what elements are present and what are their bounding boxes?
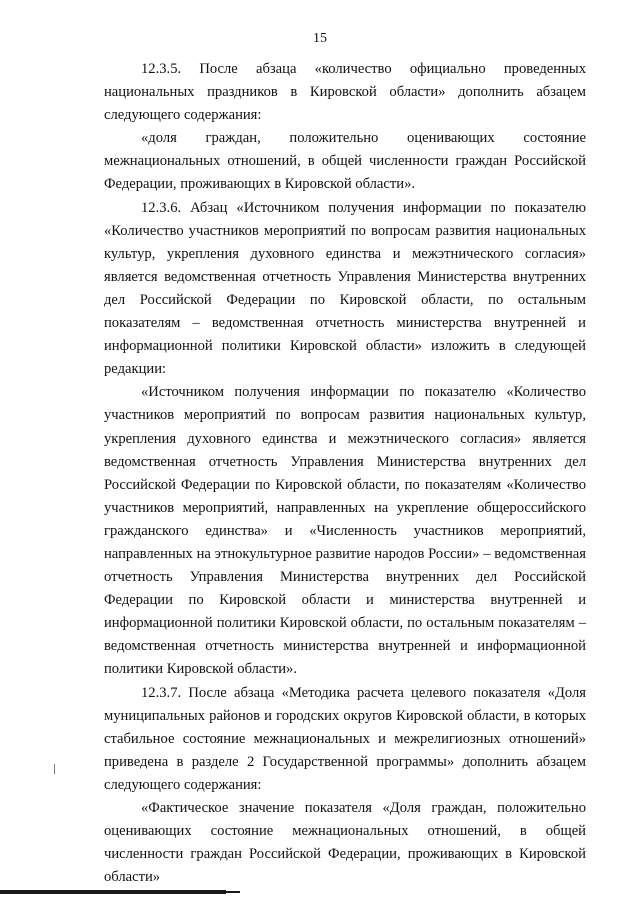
paragraph-12-3-7: 12.3.7. После абзаца «Методика расчета целевого показателя «Доля муниципальных районов и городских округов Кировской области, в которых стабильное состояние межнациональных и межрелигиозных отношений» приведена в разделе 2 Государственной программы» дополнить абзацем следующего содержания: xyxy=(104,684,586,793)
scan-edge-line xyxy=(0,890,226,894)
document-body xyxy=(104,58,586,889)
paragraph-quote-actual-value: «Фактическое значение показателя «Доля граждан, положительно оценивающих состояние межнациональных отношений, в общей численности граждан Российской Федерации, проживающих в Кировской области» xyxy=(104,800,586,886)
paragraph-quote-information-source: «Источником получения информации по показателю «Количество участников мероприятий по вопросам развития национальных культур, укрепления духовного единства и межэтнического согласия» является ведомственная отчетность Управления Министерства внутренних дел Российской Федерации по Кировской области, по показателям «Количество участников мероприятий, направленных на укрепление общероссийского гражданского единства» и «Численность участников мероприятий, направленных на этнокультурное развитие народов России» – ведомственная отчетность Управления Министерства внутренних дел Российской Федерации по Кировской области и министерства внутренней и информационной политики Кировской области, по остальным показателям – ведомственная отчетность министерства внутренней и информационной политики Кировской области». xyxy=(104,384,586,678)
paragraph-12-3-5: 12.3.5. После абзаца «количество официально проведенных национальных праздников в Кировской области» дополнить абзацем следующего содержания: xyxy=(104,61,586,124)
margin-mark xyxy=(54,764,55,774)
paragraph-quote-share-citizens: «доля граждан, положительно оценивающих состояние межнациональных отношений, в общей численности граждан Российской Федерации, проживающих в Кировской области». xyxy=(104,130,586,193)
page-number: 15 xyxy=(313,31,327,46)
paragraph-12-3-6: 12.3.6. Абзац «Источником получения информации по показателю «Количество участников мероприятий по вопросам развития национальных культур, укрепления духовного единства и межэтнического согласия» является ведомственная отчетность Управления Министерства внутренних дел Российской Федерации по Кировской области, по остальным показателям – ведомственная отчетность министерства внутренней и информационной политики Кировской области» изложить в следующей редакции: xyxy=(104,199,586,378)
